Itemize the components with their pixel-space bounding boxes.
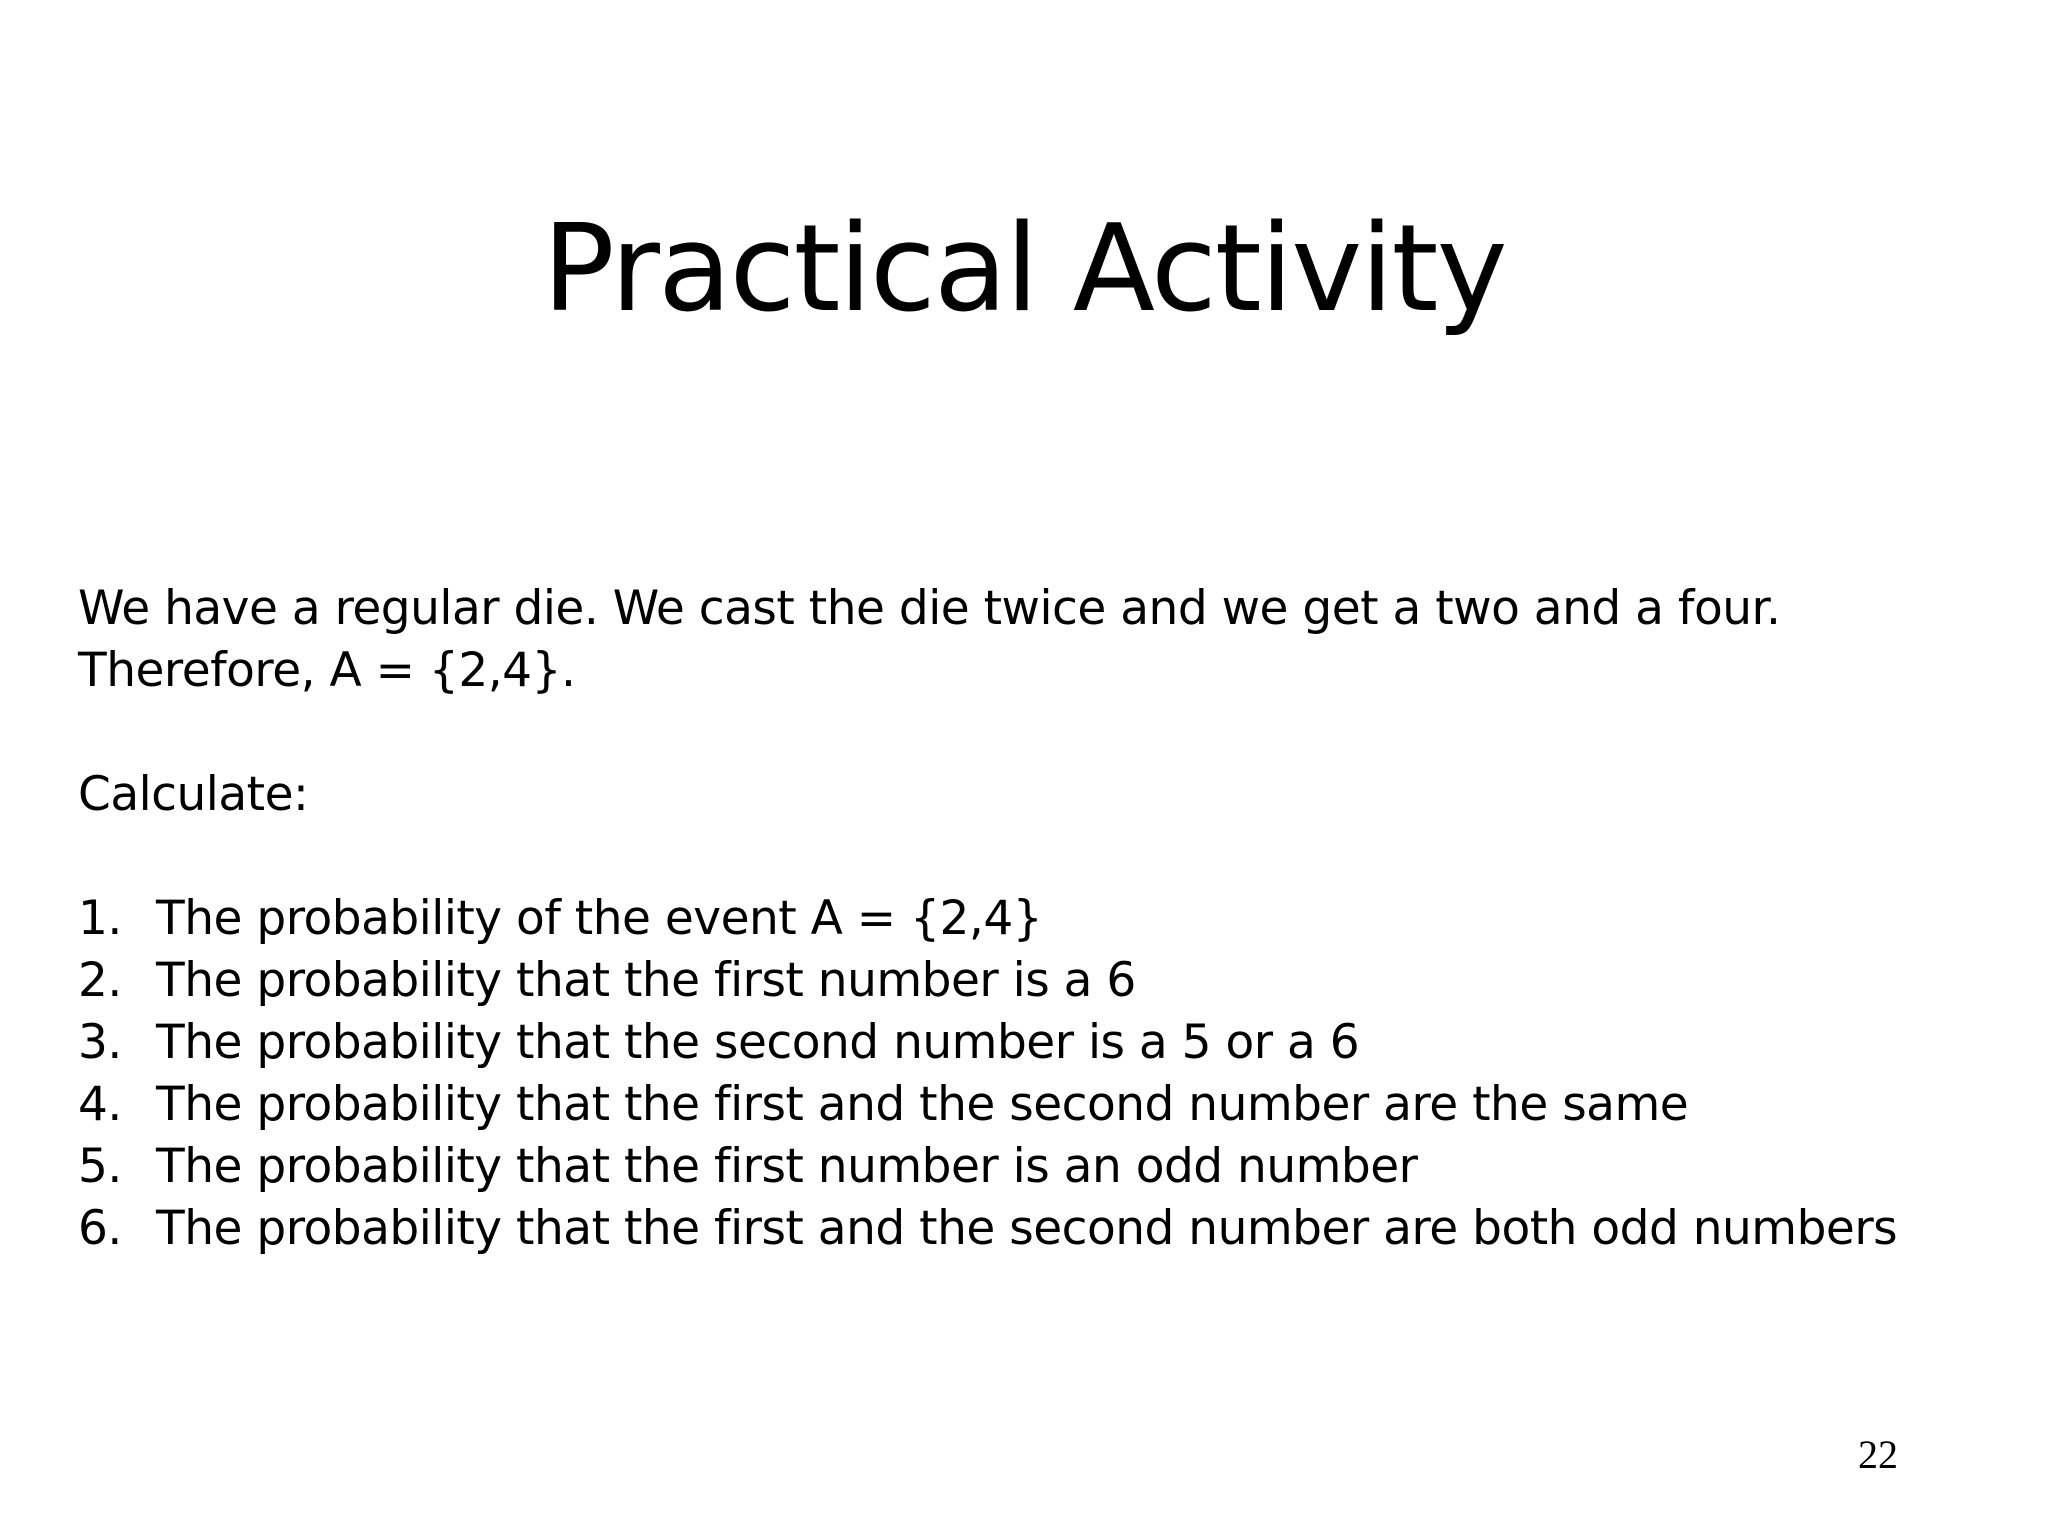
slide-title: Practical Activity [542,200,1506,339]
list-item-text: The probability that the first number is an odd number [156,1139,1418,1194]
list-item [78,1012,1978,1074]
list-item-number: 6. [78,1201,122,1256]
list-item-number: 5. [78,1139,122,1194]
list-item [78,1136,1978,1198]
list-item-text: The probability that the first number is a 6 [156,953,1136,1008]
calculate-prompt: Calculate: [78,767,309,822]
list-item-text: The probability that the first and the second number are both odd numbers [156,1201,1898,1256]
list-item [78,1074,1978,1136]
list-item-number: 2. [78,953,122,1008]
list-item-text: The probability of the event A = {2,4} [156,891,1043,946]
spacer [78,826,1978,888]
list-item [78,1198,1978,1260]
page-number: 22 [1858,1432,1898,1477]
slide-body [78,578,1978,1260]
spacer [78,702,1978,764]
list-item-text: The probability that the first and the second number are the same [156,1077,1689,1132]
list-item [78,950,1978,1012]
list-item-number: 1. [78,891,122,946]
intro-line-2: Therefore, A = {2,4}. [78,643,576,698]
question-list [78,888,1978,1260]
list-item-text: The probability that the second number is a 5 or a 6 [156,1015,1360,1070]
list-item-number: 3. [78,1015,122,1070]
list-item [78,888,1978,950]
list-item-number: 4. [78,1077,122,1132]
intro-line-1: We have a regular die. We cast the die twice and we get a two and a four. [78,581,1781,636]
